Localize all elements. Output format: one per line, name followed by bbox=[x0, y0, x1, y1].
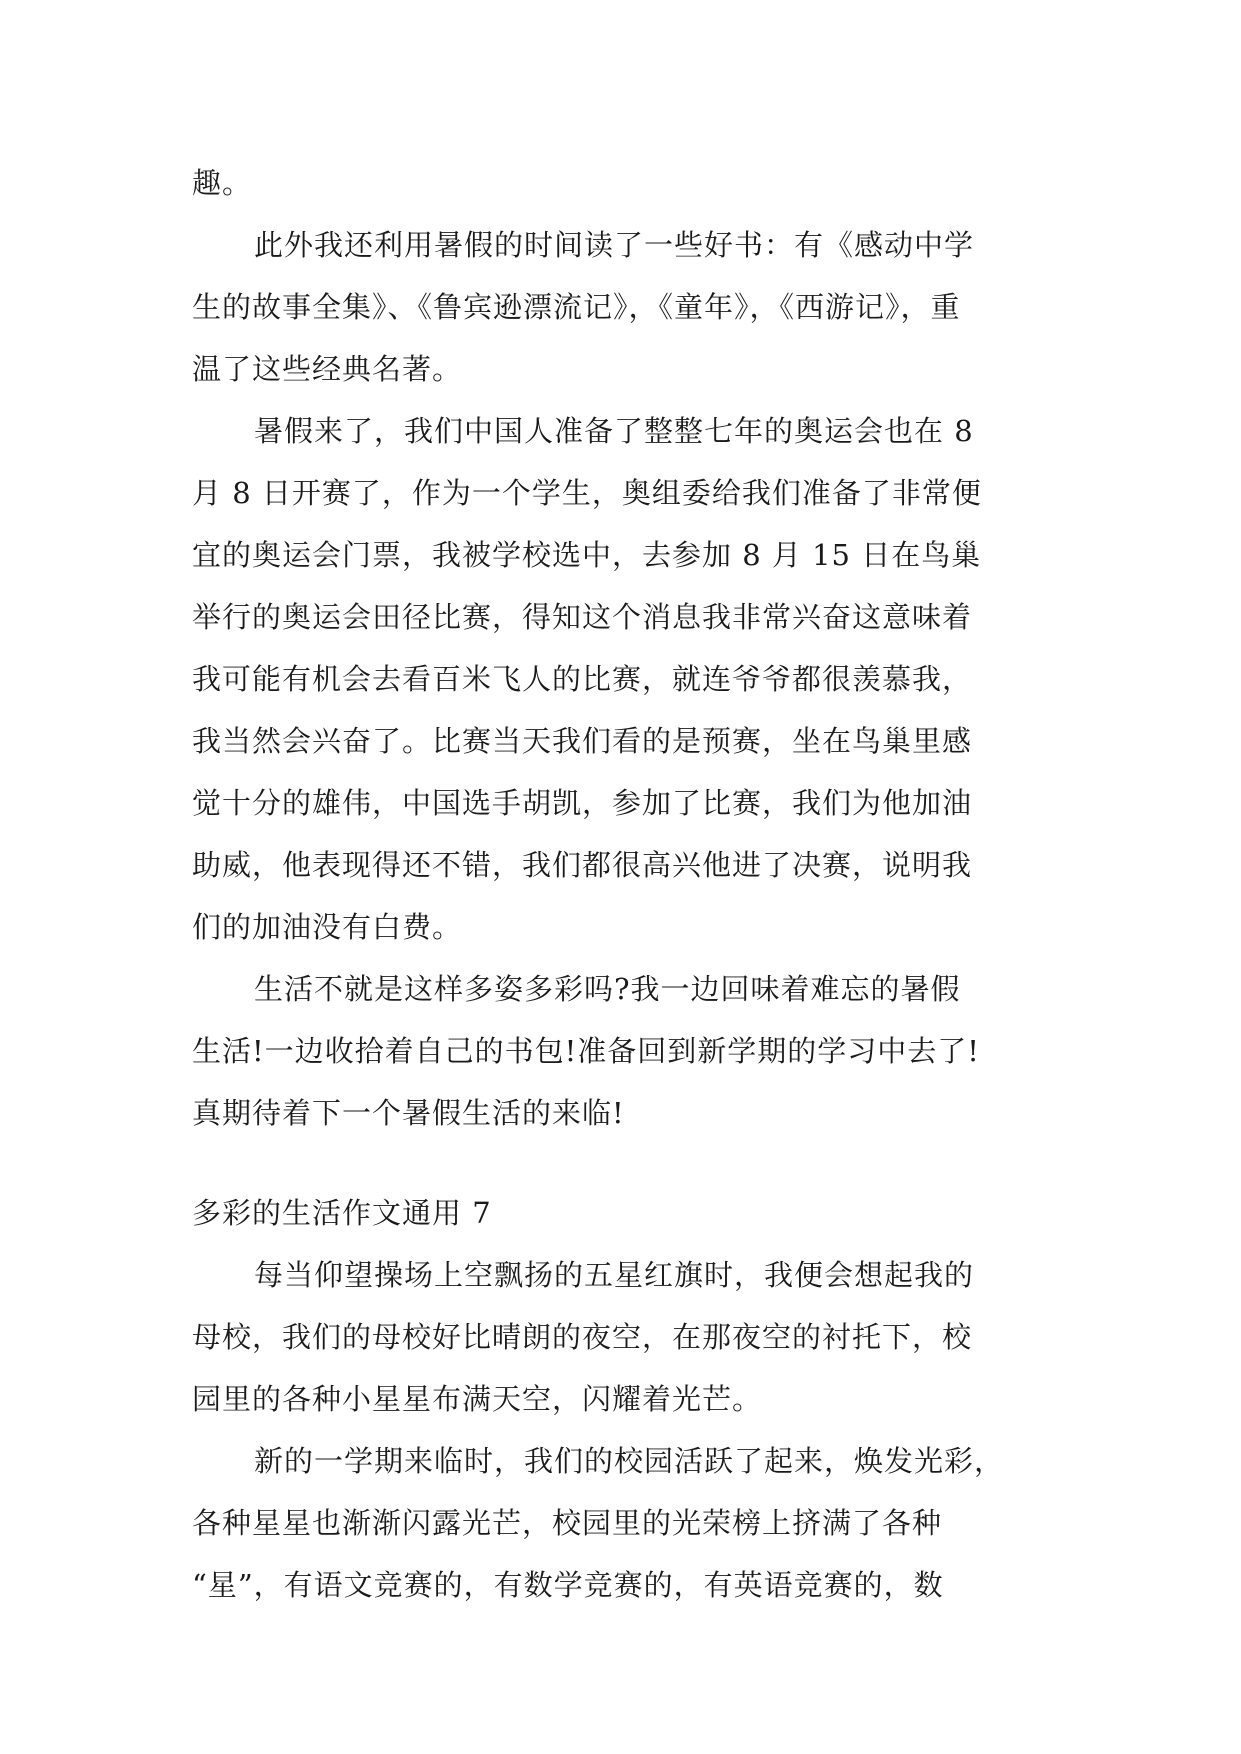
text-line: 生活!一边收拾着自己的书包!准备回到新学期的学习中去了! bbox=[192, 1034, 980, 1068]
document-body bbox=[192, 152, 1054, 1616]
text-line: 生活不就是这样多姿多彩吗?我一边回味着难忘的暑假 bbox=[254, 972, 961, 1006]
text-line: 举行的奥运会田径比赛，得知这个消息我非常兴奋这意味着 bbox=[192, 600, 973, 634]
text-line: 园里的各种小星星布满天空，闪耀着光芒。 bbox=[192, 1382, 763, 1416]
text-line: 们的加油没有白费。 bbox=[192, 910, 463, 944]
text-line: 新的一学期来临时，我们的校园活跃了起来，焕发光彩， bbox=[254, 1444, 1005, 1478]
text-line: 真期待着下一个暑假生活的来临! bbox=[192, 1096, 625, 1130]
text-line: 每当仰望操场上空飘扬的五星红旗时，我便会想起我的 bbox=[254, 1258, 975, 1292]
text-line: 各种星星也渐渐闪露光芒，校园里的光荣榜上挤满了各种 bbox=[192, 1506, 943, 1540]
text-line: 我当然会兴奋了。比赛当天我们看的是预赛，坐在鸟巢里感 bbox=[192, 724, 973, 758]
text-line: 母校，我们的母校好比晴朗的夜空，在那夜空的衬托下，校 bbox=[192, 1320, 973, 1354]
text-line: 温了这些经典名著。 bbox=[192, 352, 463, 386]
text-line: 我可能有机会去看百米飞人的比赛，就连爷爷都很羡慕我， bbox=[192, 662, 973, 696]
text-line: 生的故事全集》、《鲁宾逊漂流记》，《童年》，《西游记》，重 bbox=[192, 290, 961, 324]
text-line: 宜的奥运会门票，我被学校选中，去参加 8 月 15 日在鸟巢 bbox=[192, 538, 982, 572]
text-line: 觉十分的雄伟，中国选手胡凯，参加了比赛，我们为他加油 bbox=[192, 786, 973, 820]
text-line: 助威，他表现得还不错，我们都很高兴他进了决赛，说明我 bbox=[192, 848, 973, 882]
text-line: 此外我还利用暑假的时间读了一些好书：有《感动中学 bbox=[254, 228, 975, 262]
text-line: 暑假来了，我们中国人准备了整整七年的奥运会也在 8 bbox=[254, 414, 974, 448]
text-line: “星”，有语文竞赛的，有数学竞赛的，有英语竞赛的，数 bbox=[192, 1568, 944, 1602]
text-line: 趣。 bbox=[192, 166, 253, 200]
section-heading: 多彩的生活作文通用 7 bbox=[192, 1196, 492, 1230]
text-line: 月 8 日开赛了，作为一个学生，奥组委给我们准备了非常便 bbox=[192, 476, 982, 510]
